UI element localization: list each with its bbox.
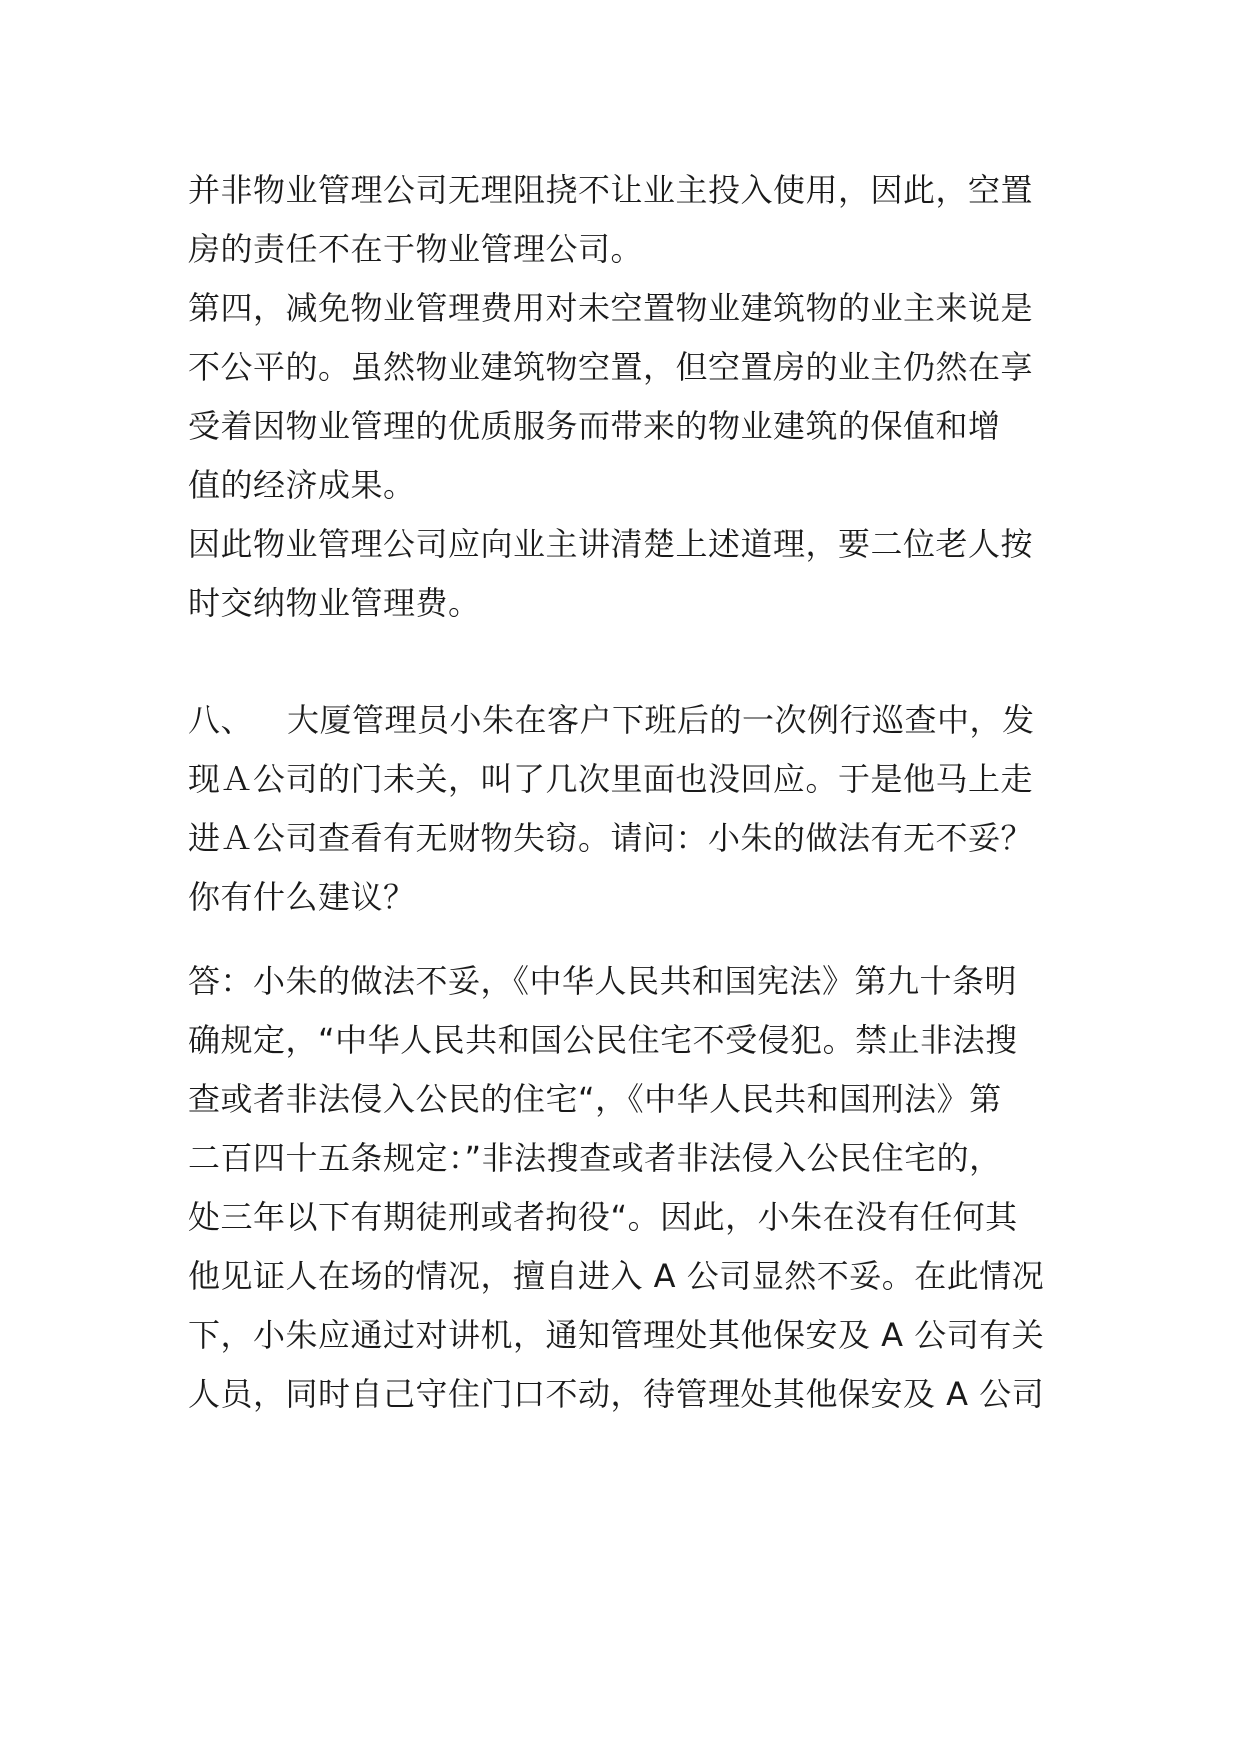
answer-line: 二百四十五条规定：”非法搜查或者非法侵入公民住宅的， bbox=[188, 1139, 1002, 1177]
answer-line: 处三年以下有期徒刑或者拘役“。因此，小朱在没有任何其 bbox=[188, 1198, 1018, 1236]
answer-line: 查或者非法侵入公民的住宅“，《中华人民共和国刑法》第 bbox=[188, 1080, 1002, 1118]
paragraph-line: 值的经济成果。 bbox=[188, 466, 416, 504]
paragraph-line: 第四，减免物业管理费用对未空置物业建筑物的业主来说是 bbox=[188, 289, 1034, 327]
answer-line: 他见证人在场的情况，擅自进入 A 公司显然不妥。在此情况 bbox=[188, 1257, 1045, 1295]
paragraph-line: 不公平的。虽然物业建筑物空置，但空置房的业主仍然在享 bbox=[188, 348, 1034, 386]
answer-line: 人员，同时自己守住门口不动，待管理处其他保安及 A 公司 bbox=[188, 1375, 1045, 1413]
answer-line: 下，小朱应通过对讲机，通知管理处其他保安及 A 公司有关 bbox=[188, 1316, 1045, 1354]
paragraph-line: 进Ａ公司查看有无财物失窃。请问：小朱的做法有无不妥？ bbox=[188, 819, 1034, 857]
question-text: 大厦管理员小朱在客户下班后的一次例行巡查中，发 bbox=[287, 701, 1035, 739]
paragraph-line: 房的责任不在于物业管理公司。 bbox=[188, 230, 644, 268]
paragraph-line: 现Ａ公司的门未关，叫了几次里面也没回应。于是他马上走 bbox=[188, 760, 1034, 798]
answer-line: 答：小朱的做法不妥，《中华人民共和国宪法》第九十条明 bbox=[188, 962, 1018, 1000]
question-heading-line bbox=[188, 700, 1035, 740]
paragraph-line: 你有什么建议？ bbox=[188, 878, 416, 916]
paragraph-line: 受着因物业管理的优质服务而带来的物业建筑的保值和增 bbox=[188, 407, 1001, 445]
answer-line: 确规定，“中华人民共和国公民住宅不受侵犯。禁止非法搜 bbox=[188, 1021, 1018, 1059]
paragraph-line: 并非物业管理公司无理阻挠不让业主投入使用，因此，空置 bbox=[188, 171, 1034, 209]
paragraph-line: 因此物业管理公司应向业主讲清楚上述道理，要二位老人按 bbox=[188, 525, 1034, 563]
section-number: 八、 bbox=[188, 701, 254, 739]
paragraph-line: 时交纳物业管理费。 bbox=[188, 584, 481, 622]
